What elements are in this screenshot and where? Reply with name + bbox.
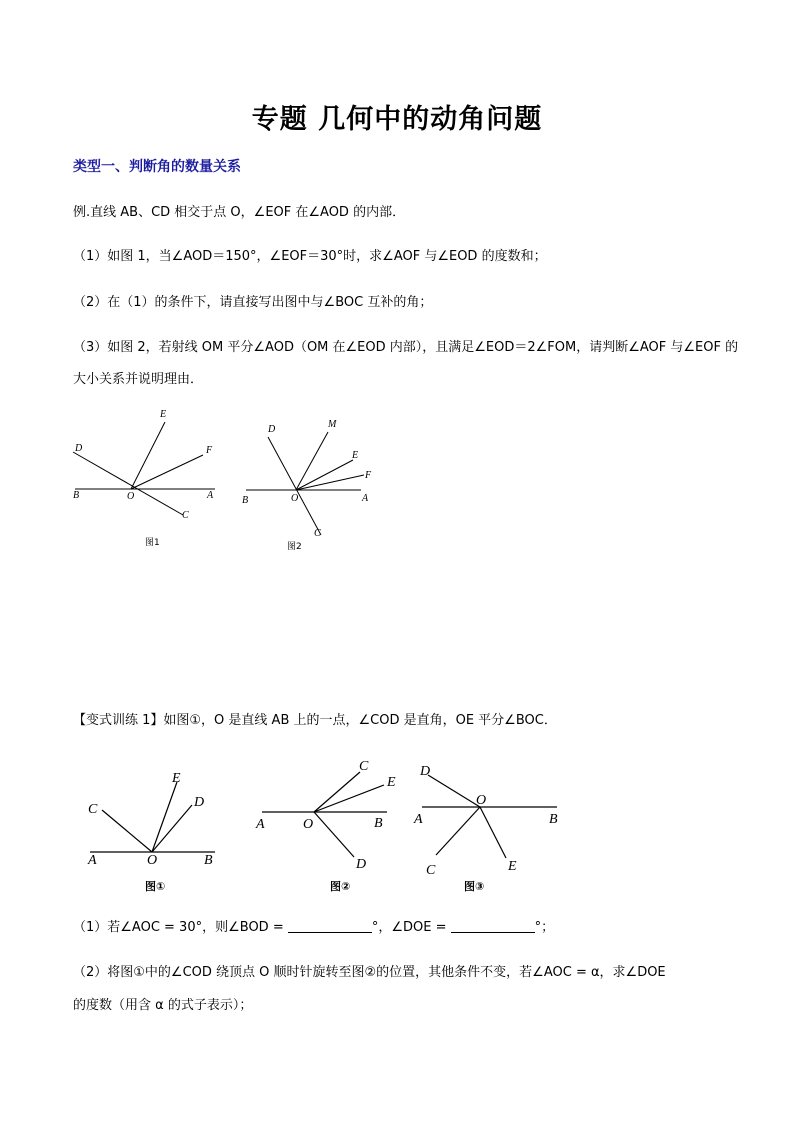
variant-training-1: 【变式训练 1】如图①，O 是直线 AB 上的一点，∠COD 是直角，OE 平分∠BOC． <box>73 713 557 728</box>
label-e: E <box>160 409 167 420</box>
figure-circled-1-caption: 图① <box>145 880 166 893</box>
figure-circled-3 <box>412 755 567 900</box>
answer-blank-doe[interactable] <box>451 918 535 933</box>
label-b: B <box>549 812 558 827</box>
question-3-line-2: 大小关系并说明理由． <box>73 372 204 387</box>
label-d: D <box>268 424 276 435</box>
variant-question-1 <box>73 918 554 938</box>
label-c: C <box>88 802 98 817</box>
ray-od <box>428 775 480 807</box>
label-a: A <box>207 490 214 501</box>
label-a: A <box>256 817 265 832</box>
figure-1 <box>65 405 235 555</box>
label-e: E <box>172 771 181 786</box>
label-f: F <box>365 470 372 481</box>
label-b: B <box>374 816 383 831</box>
label-b: B <box>73 490 80 501</box>
label-d: D <box>356 857 367 872</box>
label-d: D <box>420 764 431 779</box>
ray-of <box>131 455 203 489</box>
figure-2 <box>236 410 386 555</box>
ray-od <box>152 805 192 852</box>
vq1-suffix: °； <box>534 920 555 935</box>
label-c: C <box>426 863 436 878</box>
label-c: C <box>359 759 369 774</box>
ray-oc <box>314 772 360 812</box>
ray-oe <box>314 785 384 812</box>
ray-of <box>296 475 364 490</box>
label-d: D <box>75 443 83 454</box>
label-b: B <box>242 495 249 506</box>
answer-blank-bod[interactable] <box>288 918 372 933</box>
variant-question-2-line-2: 的度数（用含 α 的式子表示）； <box>73 998 253 1013</box>
label-e: E <box>387 775 396 790</box>
ray-od <box>314 812 354 857</box>
label-a: A <box>88 853 97 868</box>
label-a: A <box>362 493 369 504</box>
label-b: B <box>204 853 213 868</box>
figure-1-caption: 图1 <box>145 538 160 548</box>
figure-circled-3-caption: 图③ <box>464 880 485 893</box>
figure-2-caption: 图2 <box>287 542 302 552</box>
label-c: C <box>182 510 189 521</box>
label-c: C <box>314 528 321 539</box>
vq1-prefix: （1）若∠AOC = 30°，则∠BOD = <box>73 920 284 935</box>
label-e: E <box>352 450 359 461</box>
ray-oe <box>152 782 177 852</box>
question-1: （1）如图 1，当∠AOD＝150°，∠EOF＝30°时，求∠AOF 与∠EOD 的度数和； <box>73 249 547 264</box>
label-e: E <box>508 859 517 874</box>
ray-oc <box>102 810 152 852</box>
variant-question-2-line-1: （2）将图①中的∠COD 绕顶点 O 顺时针旋转至图②的位置，其他条件不变，若∠AOC = α，求∠DOE <box>73 965 666 980</box>
example-statement: 例.直线 AB、CD 相交于点 O，∠EOF 在∠AOD 的内部． <box>73 205 406 220</box>
page-title: 专题 几何中的动角问题 <box>251 104 543 135</box>
label-o: O <box>303 817 314 832</box>
label-m: M <box>328 419 337 430</box>
label-f: F <box>206 445 213 456</box>
label-a: A <box>414 812 423 827</box>
question-3-line-1: （3）如图 2，若射线 OM 平分∠AOD（OM 在∠EOD 内部），且满足∠EOD＝2∠FOM，请判断∠AOF 与∠EOF 的 <box>73 340 739 355</box>
question-2: （2）在（1）的条件下，请直接写出图中与∠BOC 互补的角； <box>73 295 433 310</box>
label-d: D <box>194 795 205 810</box>
label-o: O <box>291 493 299 504</box>
label-o: O <box>147 853 158 868</box>
ray-oe <box>131 422 165 489</box>
line-dc <box>73 452 183 515</box>
figure-circled-1 <box>80 760 230 900</box>
ray-oc <box>436 807 480 855</box>
label-o: O <box>127 491 135 502</box>
figure-circled-2 <box>252 755 412 900</box>
vq1-middle: °，∠DOE = <box>371 920 447 935</box>
label-o: O <box>476 793 487 808</box>
ray-oe <box>480 807 506 858</box>
section-heading: 类型一、判断角的数量关系 <box>73 159 241 175</box>
figure-circled-2-caption: 图② <box>330 880 351 893</box>
